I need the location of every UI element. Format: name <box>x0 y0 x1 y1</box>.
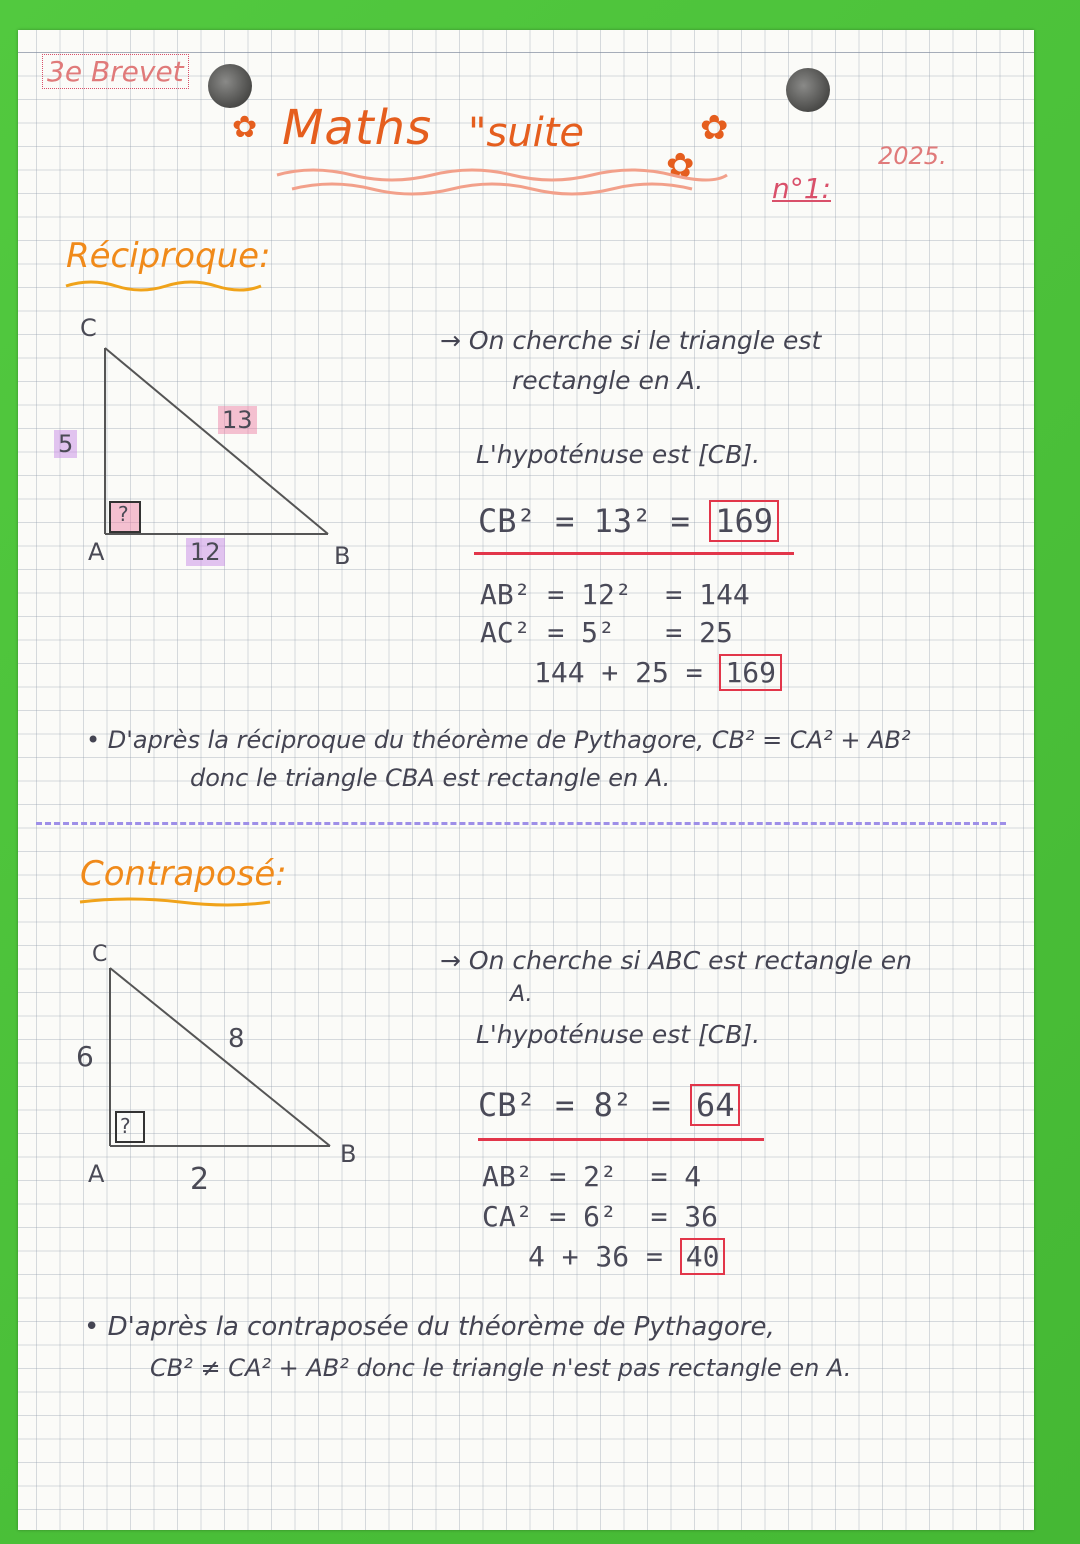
eq-sum-left: 144 + 25 = <box>534 656 703 689</box>
contraposee-eq-sum <box>528 1240 725 1273</box>
vertex-a-label: A <box>88 1160 105 1188</box>
punch-hole-right <box>786 68 830 112</box>
reciproque-intro-line1: → On cherche si le triangle est <box>440 326 822 355</box>
page-number: n°1: <box>772 172 831 205</box>
right-angle-question-mark: ? <box>120 1114 131 1138</box>
side-cb-label: 8 <box>228 1024 245 1054</box>
paper-top-margin-line <box>18 52 1034 53</box>
reciproque-eq-ab: AB² = 12² = 144 <box>480 578 750 611</box>
contraposee-intro-line1: → On cherche si ABC est rectangle en <box>440 946 912 975</box>
contraposee-eq-cb <box>478 1086 740 1124</box>
vertex-c-label: C <box>92 942 108 967</box>
vertex-b-label: B <box>340 1140 357 1168</box>
side-ac-label: 5 <box>54 430 77 458</box>
triangle-diagram-contraposee <box>60 940 380 1180</box>
side-ac-label: 6 <box>76 1040 94 1073</box>
eq-cb-left: CB² = 13² = <box>478 502 690 540</box>
heading-underline <box>80 896 280 910</box>
eq-cb-result-box: 64 <box>690 1084 741 1126</box>
contraposee-heading: Contraposé: <box>80 854 287 894</box>
contraposee-eq-ca: CA² = 6² = 36 <box>482 1200 719 1233</box>
right-angle-question-mark: ? <box>118 502 129 526</box>
reciproque-eq-cb <box>478 502 779 540</box>
side-cb-label: 13 <box>218 406 257 434</box>
flower-icon: ✿ <box>232 110 258 145</box>
vertex-c-label: C <box>80 314 97 342</box>
brevet-tag: 3e Brevet <box>42 54 189 89</box>
title-wave-underline <box>272 165 732 205</box>
contraposee-hypotenuse: L'hypoténuse est [CB]. <box>476 1020 761 1049</box>
eq-cb-left: CB² = 8² = <box>478 1086 671 1124</box>
contraposee-intro-line2: A. <box>510 982 533 1007</box>
page-title: Maths <box>282 100 433 156</box>
vertex-b-label: B <box>334 542 351 570</box>
side-ab-label: 12 <box>186 538 225 566</box>
red-underline <box>474 552 794 555</box>
reciproque-eq-ac: AC² = 5² = 25 <box>480 616 733 649</box>
vertex-a-label: A <box>88 538 105 566</box>
year-label: 2025. <box>878 142 947 170</box>
page-title-suffix: "suite <box>468 110 584 156</box>
heading-wave-underline <box>66 278 266 298</box>
punch-hole-left <box>208 64 252 108</box>
reciproque-conclusion-line2: donc le triangle CBA est rectangle en A. <box>190 764 671 792</box>
contraposee-conclusion-line1: • D'après la contraposée du théorème de Pythagore, <box>84 1312 775 1342</box>
reciproque-eq-sum <box>534 656 782 689</box>
side-ab-label: 2 <box>190 1162 210 1197</box>
red-underline <box>478 1138 764 1141</box>
eq-cb-result-box: 169 <box>709 500 779 542</box>
eq-sum-left: 4 + 36 = <box>528 1240 663 1273</box>
eq-sum-result-box: 169 <box>719 654 782 691</box>
flower-icon: ✿ <box>666 146 695 186</box>
eq-sum-result-box: 40 <box>680 1238 726 1275</box>
contraposee-eq-ab: AB² = 2² = 4 <box>482 1160 702 1193</box>
flower-icon: ✿ <box>700 108 729 148</box>
reciproque-intro-line2: rectangle en A. <box>512 366 704 395</box>
section-divider <box>36 822 1006 825</box>
reciproque-hypotenuse: L'hypoténuse est [CB]. <box>476 440 761 469</box>
reciproque-conclusion-line1: • D'après la réciproque du théorème de Pythagore, CB² = CA² + AB² <box>86 726 911 754</box>
reciproque-heading: Réciproque: <box>66 236 271 276</box>
contraposee-conclusion-line2: CB² ≠ CA² + AB² donc le triangle n'est pas rectangle en A. <box>150 1354 852 1382</box>
